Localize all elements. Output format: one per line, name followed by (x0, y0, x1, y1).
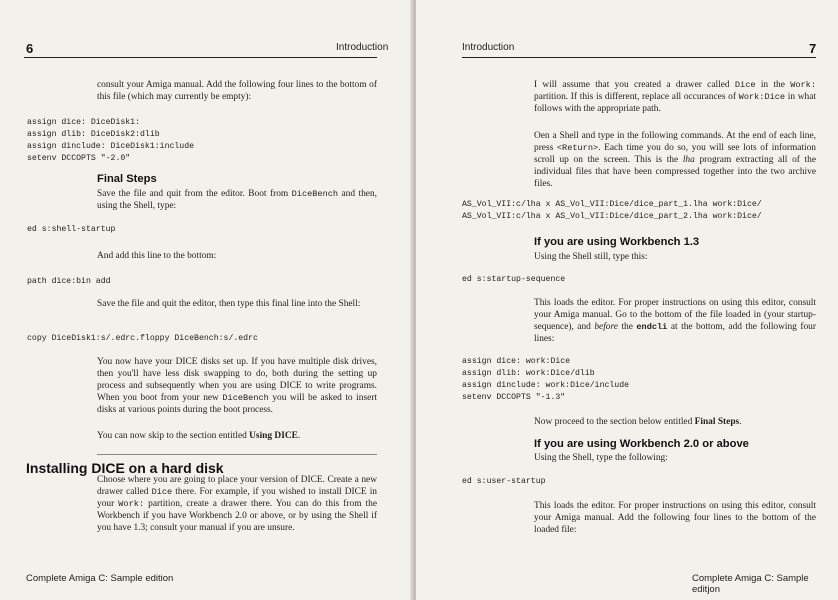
paragraph: Save the file and quit the editor, then type this final line into the Shell: (97, 299, 361, 309)
code-block: ed s:shell-startup (27, 225, 116, 234)
code-block: copy DiceDisk1:s/.edrc.floppy DiceBench:s/.edrc (27, 334, 258, 343)
paragraph: You can now skip to the section entitled Using DICE. (97, 431, 301, 441)
paragraph: This loads the editor. For proper instructions on using this editor, consult your Amiga manual. Add the following four lines to the bottom of the loaded file: (534, 501, 816, 535)
left-page (0, 0, 414, 600)
heading-workbench-2-0: If you are using Workbench 2.0 or above (534, 438, 749, 450)
paragraph: Using the Shell, type the following: (534, 453, 668, 463)
section-divider (97, 454, 377, 455)
paragraph: This loads the editor. For proper instructions on using this editor, consult your Amiga manual. Go to the bottom of the file loaded in (your startup-sequence), and before the endcli at the bottom, add the following four lines: (534, 298, 816, 344)
running-head: Introduction (462, 42, 515, 53)
paragraph: Oen a Shell and type in the following commands. At the end of each line, press <Return>. Each time you do so, you will see lots of information scroll up on the screen. This is the lha program extracting all of the individual files that have been compressed together into the two archive files. (534, 131, 816, 189)
paragraph: You now have your DICE disks set up. If you have multiple disk drives, then you'll have less disk swapping to do, both during the setting up process and subsequently when you are using DICE to write programs. When you boot from your new DiceBench you will be asked to insert disks at various points during the boot process. (97, 357, 377, 415)
right-page (416, 0, 838, 600)
code-block: ed s:startup-sequence (462, 275, 566, 284)
code-block: path dice:bin add (27, 277, 111, 286)
header-rule (462, 57, 816, 58)
code-block: assign dice: work:Dice assign dlib: work:Dice/dlib assign dinclude: work:Dice/include setenv DCCOPTS "-1.3" (462, 357, 630, 402)
code-block: ed s:user-startup (462, 477, 546, 486)
heading-installing-hard-disk: Installing DICE on a hard disk (26, 460, 224, 476)
paragraph: Save the file and quit from the editor. Boot from DiceBench and then, using the Shell, type: (97, 189, 377, 211)
paragraph: And add this line to the bottom: (97, 251, 217, 261)
paragraph: consult your Amiga manual. Add the following four lines to the bottom of this file (which may currently be empty): (97, 80, 377, 102)
paragraph: I will assume that you created a drawer called Dice in the Work: partition. If this is different, replace all occurances of Work:Dice in what follows with the appropriate path. (534, 80, 816, 114)
code-block: assign dice: DiceDisk1: assign dlib: DiceDisk2:dlib assign dinclude: DiceDisk1:include setenv DCCOPTS "-2.0" (27, 118, 195, 163)
paragraph: Now proceed to the section below entitled Final Steps. (534, 417, 742, 427)
paragraph: Choose where you are going to place your version of DICE. Create a new drawer called Dice there. For example, if you wished to install DICE in your Work: partition, create a drawer there. You can do this from the Workbench if you have Workbench 2.0 or above, or by using the Shell if you have 1.3; consult your manual if you are unsure. (97, 475, 378, 533)
heading-workbench-1-3: If you are using Workbench 1.3 (534, 236, 700, 248)
page-footer: Complete Amiga C: Sample editjon (692, 573, 809, 595)
heading-final-steps: Final Steps (97, 173, 157, 185)
page-footer: Complete Amiga C: Sample edition (26, 573, 174, 584)
header-rule (24, 57, 377, 58)
page-number: 6 (26, 41, 34, 56)
running-head: Introduction (336, 42, 389, 53)
code-block: AS_Vol_VII:c/lha x AS_Vol_VII:Dice/dice_part_1.lha work:Dice/ AS_Vol_VII:c/lha x AS_Vol_VII:Dice/dice_part_2.lha work:Dice/ (462, 200, 762, 221)
page-number: 7 (809, 41, 817, 56)
paragraph: Using the Shell still, type this: (534, 252, 648, 262)
